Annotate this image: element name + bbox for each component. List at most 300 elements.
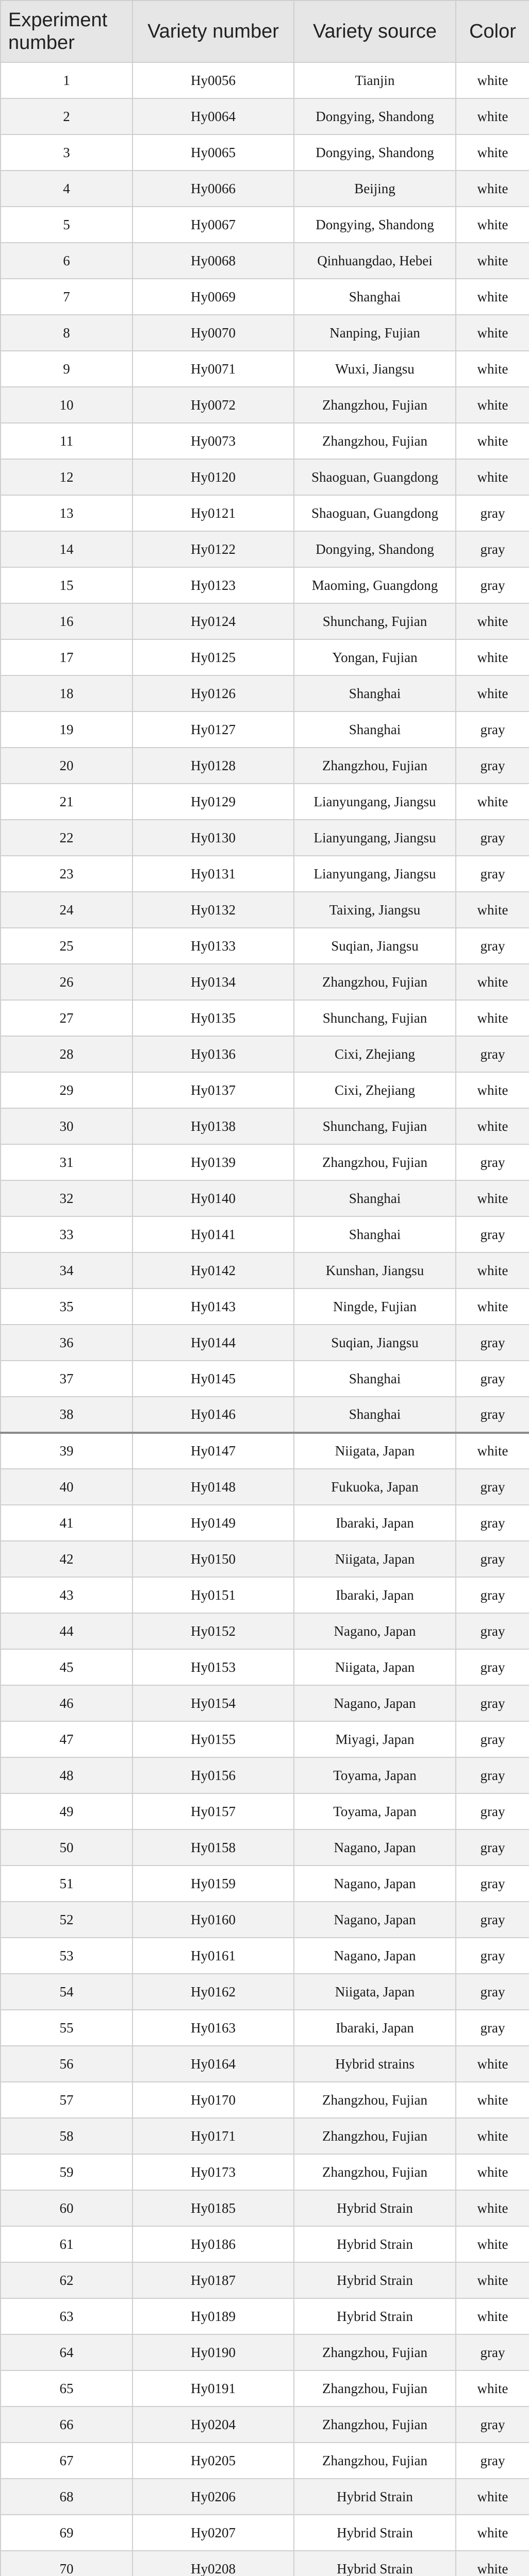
cell-color: gray [456,495,529,531]
cell-experiment-number: 41 [1,1505,133,1541]
cell-experiment-number: 18 [1,675,133,711]
table-row [1,1216,529,1252]
cell-variety-source: Cixi, Zhejiang [294,1072,456,1108]
cell-color: white [456,2515,529,2551]
cell-experiment-number: 5 [1,207,133,243]
cell-variety-number: Hy0151 [133,1577,294,1613]
cell-variety-number: Hy0204 [133,2406,294,2443]
cell-color: white [456,2551,529,2576]
table-row [1,1072,529,1108]
cell-color: white [456,964,529,1000]
table-row [1,1397,529,1433]
cell-variety-source: Hybrid Strain [294,2479,456,2515]
table-row [1,856,529,892]
cell-variety-number: Hy0064 [133,98,294,134]
cell-experiment-number: 14 [1,531,133,567]
table-row [1,820,529,856]
cell-variety-source: Niigata, Japan [294,1974,456,2010]
cell-color: gray [456,1216,529,1252]
cell-color: white [456,62,529,98]
cell-experiment-number: 70 [1,2551,133,2576]
cell-experiment-number: 12 [1,459,133,495]
cell-variety-number: Hy0068 [133,243,294,279]
cell-experiment-number: 63 [1,2298,133,2334]
cell-color: white [456,2262,529,2298]
cell-variety-number: Hy0205 [133,2443,294,2479]
cell-variety-number: Hy0144 [133,1325,294,1361]
cell-experiment-number: 56 [1,2046,133,2082]
cell-variety-source: Zhangzhou, Fujian [294,2082,456,2118]
cell-color: white [456,2154,529,2190]
table-header [1,1,529,62]
cell-variety-number: Hy0160 [133,1902,294,1938]
cell-experiment-number: 51 [1,1866,133,1902]
cell-color: gray [456,1325,529,1361]
cell-variety-source: Dongying, Shandong [294,207,456,243]
table-row [1,2551,529,2576]
header-experiment-number: Experiment number [1,1,133,62]
cell-variety-number: Hy0123 [133,567,294,603]
table-row [1,603,529,639]
cell-variety-number: Hy0136 [133,1036,294,1072]
cell-variety-number: Hy0162 [133,1974,294,2010]
cell-variety-number: Hy0132 [133,892,294,928]
cell-color: gray [456,1397,529,1433]
table-row [1,2298,529,2334]
header-color: Color [456,1,529,62]
table-row [1,711,529,748]
cell-variety-source: Shanghai [294,1180,456,1216]
cell-experiment-number: 4 [1,171,133,207]
table-row [1,134,529,171]
cell-variety-number: Hy0154 [133,1685,294,1721]
cell-experiment-number: 23 [1,856,133,892]
cell-variety-number: Hy0191 [133,2370,294,2406]
cell-experiment-number: 48 [1,1757,133,1793]
table-row [1,1974,529,2010]
cell-color: gray [456,928,529,964]
cell-variety-number: Hy0073 [133,423,294,459]
cell-color: gray [456,1361,529,1397]
cell-color: white [456,351,529,387]
cell-variety-source: Hybrid Strain [294,2262,456,2298]
cell-variety-number: Hy0147 [133,1433,294,1469]
table-row [1,459,529,495]
table-row [1,639,529,675]
cell-experiment-number: 52 [1,1902,133,1938]
cell-variety-number: Hy0142 [133,1252,294,1289]
cell-variety-number: Hy0173 [133,2154,294,2190]
cell-variety-source: Shaoguan, Guangdong [294,459,456,495]
cell-variety-source: Hybrid Strain [294,2226,456,2262]
cell-variety-source: Shanghai [294,279,456,315]
cell-variety-source: Hybrid Strain [294,2298,456,2334]
table-row [1,1505,529,1541]
cell-variety-number: Hy0189 [133,2298,294,2334]
cell-color: white [456,1289,529,1325]
cell-variety-source: Beijing [294,171,456,207]
cell-variety-number: Hy0127 [133,711,294,748]
table-row [1,2370,529,2406]
cell-color: gray [456,1541,529,1577]
cell-color: white [456,2479,529,2515]
table-row [1,2334,529,2370]
cell-experiment-number: 35 [1,1289,133,1325]
cell-color: gray [456,1685,529,1721]
table-row [1,2046,529,2082]
cell-color: white [456,2046,529,2082]
cell-variety-number: Hy0143 [133,1289,294,1325]
cell-variety-number: Hy0134 [133,964,294,1000]
cell-color: gray [456,820,529,856]
cell-variety-number: Hy0131 [133,856,294,892]
cell-variety-number: Hy0208 [133,2551,294,2576]
cell-color: white [456,1433,529,1469]
cell-color: gray [456,1649,529,1685]
cell-variety-source: Dongying, Shandong [294,531,456,567]
table-row [1,2226,529,2262]
table-row [1,1469,529,1505]
cell-variety-source: Zhangzhou, Fujian [294,2406,456,2443]
table-row [1,1721,529,1757]
cell-experiment-number: 40 [1,1469,133,1505]
cell-variety-number: Hy0170 [133,2082,294,2118]
table-row [1,2154,529,2190]
cell-variety-number: Hy0157 [133,1793,294,1829]
cell-variety-source: Hybrid Strain [294,2551,456,2576]
cell-variety-number: Hy0171 [133,2118,294,2154]
cell-color: white [456,243,529,279]
cell-variety-number: Hy0130 [133,820,294,856]
table-row [1,387,529,423]
cell-variety-number: Hy0072 [133,387,294,423]
cell-variety-source: Taixing, Jiangsu [294,892,456,928]
cell-variety-number: Hy0163 [133,2010,294,2046]
cell-variety-number: Hy0066 [133,171,294,207]
cell-variety-source: Fukuoka, Japan [294,1469,456,1505]
cell-variety-source: Nagano, Japan [294,1685,456,1721]
cell-variety-source: Ibaraki, Japan [294,2010,456,2046]
cell-variety-number: Hy0071 [133,351,294,387]
cell-variety-source: Zhangzhou, Fujian [294,2370,456,2406]
table-row [1,1793,529,1829]
cell-color: white [456,2298,529,2334]
table-row [1,1361,529,1397]
table-row [1,207,529,243]
cell-variety-source: Nagano, Japan [294,1613,456,1649]
cell-experiment-number: 67 [1,2443,133,2479]
cell-color: gray [456,2406,529,2443]
table-row [1,1036,529,1072]
cell-experiment-number: 66 [1,2406,133,2443]
cell-variety-source: Shanghai [294,675,456,711]
cell-variety-number: Hy0164 [133,2046,294,2082]
table-row [1,1289,529,1325]
table-row [1,1541,529,1577]
cell-variety-source: Lianyungang, Jiangsu [294,820,456,856]
cell-variety-source: Hybrid Strain [294,2515,456,2551]
cell-variety-number: Hy0185 [133,2190,294,2226]
cell-experiment-number: 46 [1,1685,133,1721]
table-row [1,2443,529,2479]
cell-experiment-number: 60 [1,2190,133,2226]
cell-variety-number: Hy0155 [133,1721,294,1757]
cell-variety-number: Hy0128 [133,748,294,784]
cell-variety-number: Hy0138 [133,1108,294,1144]
cell-experiment-number: 39 [1,1433,133,1469]
cell-variety-source: Zhangzhou, Fujian [294,2154,456,2190]
cell-color: gray [456,1469,529,1505]
table-row [1,2082,529,2118]
cell-color: white [456,603,529,639]
cell-variety-source: Shanghai [294,1216,456,1252]
cell-variety-source: Zhangzhou, Fujian [294,964,456,1000]
cell-variety-number: Hy0067 [133,207,294,243]
cell-color: gray [456,1829,529,1866]
cell-color: gray [456,531,529,567]
cell-color: white [456,423,529,459]
table-row [1,928,529,964]
cell-experiment-number: 58 [1,2118,133,2154]
cell-variety-source: Niigata, Japan [294,1433,456,1469]
table-row [1,1829,529,1866]
cell-variety-source: Dongying, Shandong [294,98,456,134]
table-row [1,748,529,784]
table-row [1,98,529,134]
cell-variety-source: Cixi, Zhejiang [294,1036,456,1072]
header-row [1,1,529,62]
cell-experiment-number: 27 [1,1000,133,1036]
table-row [1,495,529,531]
cell-color: white [456,639,529,675]
cell-color: gray [456,2010,529,2046]
cell-variety-source: Maoming, Guangdong [294,567,456,603]
cell-variety-source: Shunchang, Fujian [294,1108,456,1144]
cell-experiment-number: 37 [1,1361,133,1397]
table-row [1,1577,529,1613]
cell-experiment-number: 38 [1,1397,133,1433]
cell-variety-number: Hy0070 [133,315,294,351]
cell-variety-number: Hy0125 [133,639,294,675]
cell-variety-source: Tianjin [294,62,456,98]
cell-variety-source: Zhangzhou, Fujian [294,2443,456,2479]
cell-experiment-number: 33 [1,1216,133,1252]
table-row [1,243,529,279]
cell-variety-number: Hy0153 [133,1649,294,1685]
cell-variety-source: Toyama, Japan [294,1757,456,1793]
cell-color: white [456,315,529,351]
cell-variety-source: Suqian, Jiangsu [294,1325,456,1361]
cell-experiment-number: 9 [1,351,133,387]
cell-color: gray [456,1721,529,1757]
cell-variety-source: Nagano, Japan [294,1938,456,1974]
cell-experiment-number: 15 [1,567,133,603]
table-row [1,964,529,1000]
cell-color: white [456,675,529,711]
cell-color: gray [456,1505,529,1541]
cell-experiment-number: 32 [1,1180,133,1216]
cell-color: white [456,1108,529,1144]
cell-variety-source: Zhangzhou, Fujian [294,1144,456,1180]
cell-experiment-number: 45 [1,1649,133,1685]
cell-color: gray [456,1866,529,1902]
cell-variety-number: Hy0121 [133,495,294,531]
cell-variety-number: Hy0141 [133,1216,294,1252]
cell-variety-source: Ibaraki, Japan [294,1577,456,1613]
cell-variety-source: Zhangzhou, Fujian [294,2118,456,2154]
cell-experiment-number: 17 [1,639,133,675]
table-body [1,62,529,2576]
cell-experiment-number: 13 [1,495,133,531]
cell-variety-source: Suqian, Jiangsu [294,928,456,964]
cell-variety-source: Ibaraki, Japan [294,1505,456,1541]
table-row [1,892,529,928]
cell-experiment-number: 22 [1,820,133,856]
cell-experiment-number: 10 [1,387,133,423]
cell-variety-source: Nanping, Fujian [294,315,456,351]
cell-variety-source: Hybrid Strain [294,2190,456,2226]
cell-variety-source: Shunchang, Fujian [294,1000,456,1036]
cell-variety-source: Nagano, Japan [294,1902,456,1938]
cell-experiment-number: 29 [1,1072,133,1108]
cell-experiment-number: 2 [1,98,133,134]
cell-variety-source: Shunchang, Fujian [294,603,456,639]
cell-variety-number: Hy0206 [133,2479,294,2515]
cell-variety-number: Hy0152 [133,1613,294,1649]
cell-variety-number: Hy0065 [133,134,294,171]
cell-color: gray [456,1793,529,1829]
cell-variety-number: Hy0120 [133,459,294,495]
cell-experiment-number: 55 [1,2010,133,2046]
table-row [1,1938,529,1974]
cell-variety-number: Hy0135 [133,1000,294,1036]
cell-experiment-number: 31 [1,1144,133,1180]
cell-variety-number: Hy0056 [133,62,294,98]
cell-color: white [456,459,529,495]
cell-color: gray [456,1144,529,1180]
cell-color: white [456,784,529,820]
cell-experiment-number: 16 [1,603,133,639]
cell-experiment-number: 3 [1,134,133,171]
cell-variety-source: Dongying, Shandong [294,134,456,171]
cell-experiment-number: 65 [1,2370,133,2406]
cell-variety-source: Shanghai [294,1361,456,1397]
cell-variety-number: Hy0126 [133,675,294,711]
cell-variety-source: Zhangzhou, Fujian [294,387,456,423]
cell-color: gray [456,1974,529,2010]
table-row [1,1144,529,1180]
header-variety-number: Variety number [133,1,294,62]
cell-variety-number: Hy0187 [133,2262,294,2298]
table-row [1,2479,529,2515]
cell-variety-number: Hy0148 [133,1469,294,1505]
cell-variety-source: Lianyungang, Jiangsu [294,784,456,820]
cell-experiment-number: 43 [1,1577,133,1613]
table-row [1,423,529,459]
table-row [1,1000,529,1036]
table-row [1,784,529,820]
cell-experiment-number: 69 [1,2515,133,2551]
cell-variety-number: Hy0149 [133,1505,294,1541]
table-row [1,567,529,603]
table-row [1,1108,529,1144]
cell-color: white [456,1000,529,1036]
cell-variety-source: Wuxi, Jiangsu [294,351,456,387]
table-row [1,2262,529,2298]
table-row [1,279,529,315]
cell-variety-number: Hy0159 [133,1866,294,1902]
cell-variety-number: Hy0186 [133,2226,294,2262]
cell-experiment-number: 49 [1,1793,133,1829]
cell-variety-source: Miyagi, Japan [294,1721,456,1757]
cell-color: white [456,1252,529,1289]
cell-experiment-number: 1 [1,62,133,98]
cell-color: gray [456,748,529,784]
cell-variety-number: Hy0069 [133,279,294,315]
cell-variety-source: Zhangzhou, Fujian [294,2334,456,2370]
cell-color: gray [456,1613,529,1649]
table-row [1,2190,529,2226]
cell-variety-source: Qinhuangdao, Hebei [294,243,456,279]
table-row [1,1325,529,1361]
cell-color: white [456,892,529,928]
cell-experiment-number: 7 [1,279,133,315]
cell-experiment-number: 24 [1,892,133,928]
cell-variety-source: Yongan, Fujian [294,639,456,675]
table-row [1,351,529,387]
cell-experiment-number: 62 [1,2262,133,2298]
table-row [1,2118,529,2154]
cell-variety-source: Zhangzhou, Fujian [294,423,456,459]
cell-variety-number: Hy0133 [133,928,294,964]
cell-experiment-number: 59 [1,2154,133,2190]
cell-color: gray [456,2443,529,2479]
table-row [1,1433,529,1469]
cell-color: white [456,2370,529,2406]
cell-experiment-number: 68 [1,2479,133,2515]
cell-variety-source: Niigata, Japan [294,1649,456,1685]
cell-color: white [456,2082,529,2118]
cell-color: white [456,279,529,315]
cell-variety-number: Hy0207 [133,2515,294,2551]
cell-experiment-number: 57 [1,2082,133,2118]
table-row [1,1649,529,1685]
cell-experiment-number: 34 [1,1252,133,1289]
table-row [1,62,529,98]
cell-color: white [456,387,529,423]
cell-color: gray [456,2334,529,2370]
cell-variety-number: Hy0137 [133,1072,294,1108]
cell-color: gray [456,1036,529,1072]
cell-variety-source: Ningde, Fujian [294,1289,456,1325]
cell-variety-source: Nagano, Japan [294,1829,456,1866]
cell-variety-number: Hy0129 [133,784,294,820]
cell-variety-number: Hy0122 [133,531,294,567]
cell-color: white [456,207,529,243]
cell-experiment-number: 54 [1,1974,133,2010]
cell-experiment-number: 53 [1,1938,133,1974]
cell-color: white [456,1072,529,1108]
table-row [1,2515,529,2551]
table-row [1,1613,529,1649]
cell-experiment-number: 25 [1,928,133,964]
header-variety-source: Variety source [294,1,456,62]
cell-experiment-number: 44 [1,1613,133,1649]
table-row [1,1252,529,1289]
cell-experiment-number: 50 [1,1829,133,1866]
table-row [1,531,529,567]
cell-color: white [456,98,529,134]
